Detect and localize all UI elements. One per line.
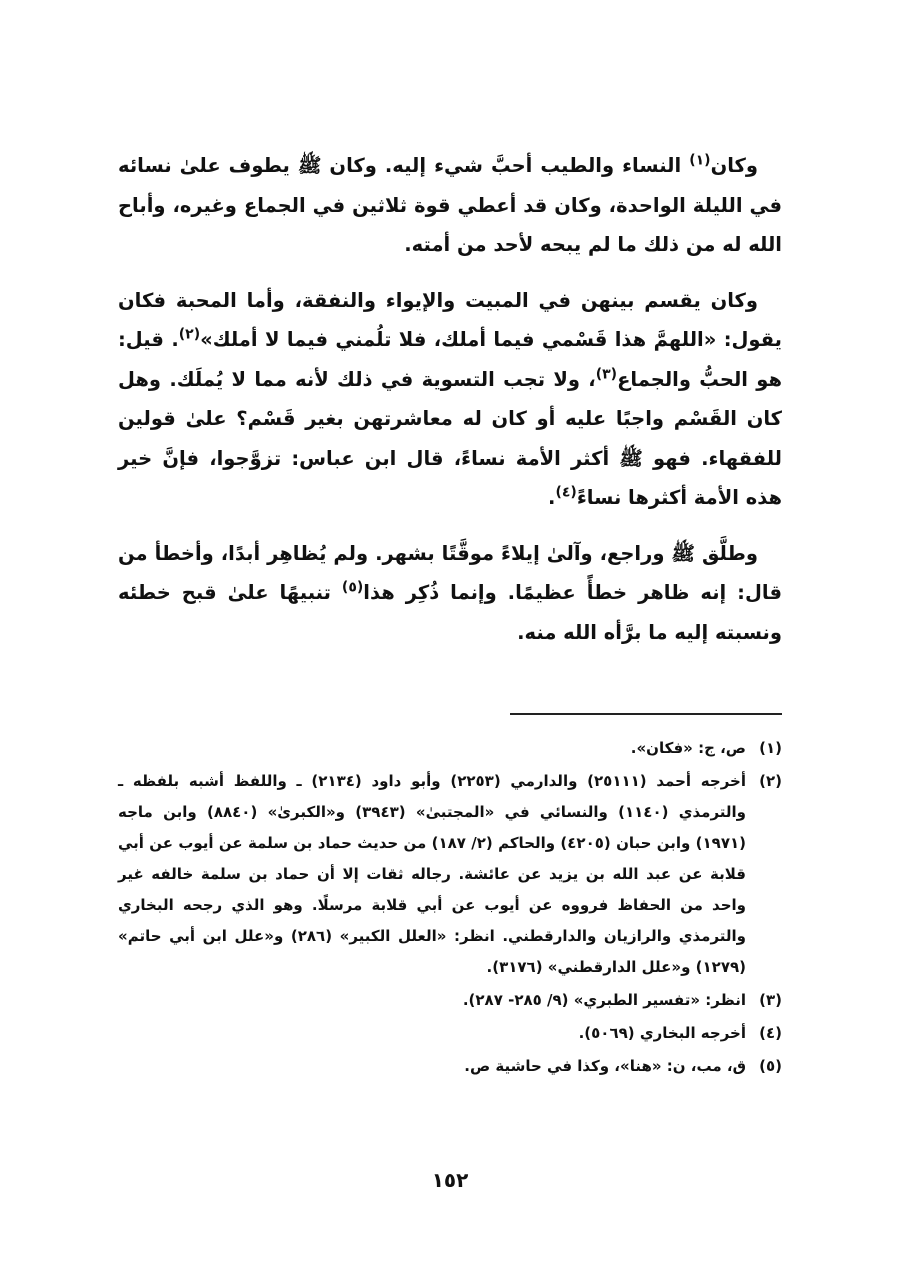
- paragraph-2-text-2: . قيل: هو الحبُّ والجماع: [118, 328, 782, 391]
- footnote-text: أخرجه أحمد (٢٥١١١) والدارمي (٢٢٥٣) وأبو داود (٢١٣٤) ـ واللفظ أشبه بلفظه ـ والترمذي (١١٤٠) والنسائي في «المجتبىٰ» (٣٩٤٣) و«الكبرىٰ» (٨٨٤٠) وابن ماجه (١٩٧١) وابن حبان (٤٢٠٥) والحاكم (٢/ ١٨٧) من حديث حماد بن سلمة عن أيوب عن أبي قلابة عن عبد الله بن يزيد عن عائشة. رجاله ثقات إلا أن حماد بن سلمة خالفه غير واحد من الحفاظ فرووه عن أيوب عن أبي قلابة مرسلًا. وهو الذي رجحه البخاري والترمذي والرازيان والدارقطني. انظر: «العلل الكبير» (٢٨٦) و«علل ابن أبي حاتم» (١٢٧٩) و«علل الدارقطني» (٣١٧٦).: [118, 772, 747, 976]
- paragraph-2-text-4: .: [548, 486, 556, 509]
- footnote-text: ص، ج: «فكان».: [630, 739, 746, 757]
- footnote-text: أخرجه البخاري (٥٠٦٩).: [578, 1024, 746, 1042]
- paragraph-2-text-1: وكان يقسم بينهن في المبيت والإيواء والنفقة، وأما المحبة فكان يقول: «اللهمَّ هذا قَسْمي فيما أملك، فلا تلُمني فيما لا أملك»: [118, 288, 782, 351]
- footnote-number: (٤): [759, 1024, 782, 1042]
- paragraph-3: [118, 534, 782, 653]
- footnote-number: (٢): [759, 772, 782, 790]
- paragraph-3-text-1: وطلَّق ﷺ وراجع، وآلىٰ إيلاءً موقَّتًا بشهر. ولم يُظاهِر أبدًا، وأخطأ من قال: إنه ظاهر خطأً عظيمًا. وإنما ذُكِر هذا: [118, 541, 782, 604]
- paragraph-2-text-3: ، ولا تجب التسوية في ذلك لأنه مما لا يُملَك. وهل كان القَسْم واجبًا عليه أو كان له معاشرتهن بغير قَسْم؟ علىٰ قولين للفقهاء. فهو ﷺ أكثر الأمة نساءً، قال ابن عباس: تزوَّجوا، فإنَّ خير هذه الأمة أكثرها نساءً: [118, 367, 782, 509]
- footnote-text: انظر: «تفسير الطبري» (٩/ ٢٨٥- ٢٨٧).: [462, 991, 746, 1009]
- footnote-ref-5: (٥): [341, 579, 364, 596]
- footnote-number: (٥): [759, 1057, 782, 1075]
- footnotes: [118, 733, 782, 1084]
- footnote-number: (١): [759, 739, 782, 757]
- footnote-4: [118, 1018, 782, 1049]
- footnote-3: [118, 985, 782, 1016]
- footnote-ref-1: (١): [689, 152, 711, 169]
- footnote-ref-4: (٤): [555, 484, 577, 501]
- paragraph-1: [118, 146, 782, 265]
- paragraph-1-text-1: وكان: [710, 154, 758, 177]
- page-number: ١٥٢: [431, 1168, 469, 1192]
- paragraph-2: [118, 281, 782, 518]
- main-text: [118, 146, 782, 652]
- footnote-ref-3: (٣): [595, 366, 618, 382]
- footnote-divider: [510, 713, 782, 715]
- footnote-ref-2: (٢): [178, 326, 201, 343]
- footnote-5: [118, 1051, 782, 1082]
- footnote-text: ق، مب، ن: «هنا»، وكذا في حاشية ص.: [464, 1057, 746, 1075]
- paragraph-1-text-2: النساء والطيب أحبَّ شيء إليه. وكان ﷺ يطوف علىٰ نسائه في الليلة الواحدة، وكان قد أعطي قوة ثلاثين في الجماع وغيره، وأباح الله له من ذلك ما لم يبحه لأحد من أمته.: [118, 154, 782, 256]
- paragraph-3-text-2: تنبيهًا علىٰ قبح خطئه ونسبته إليه ما برَّأه الله منه.: [118, 581, 782, 644]
- footnote-number: (٣): [759, 991, 782, 1009]
- footnote-2: [118, 766, 782, 983]
- footnote-1: [118, 733, 782, 764]
